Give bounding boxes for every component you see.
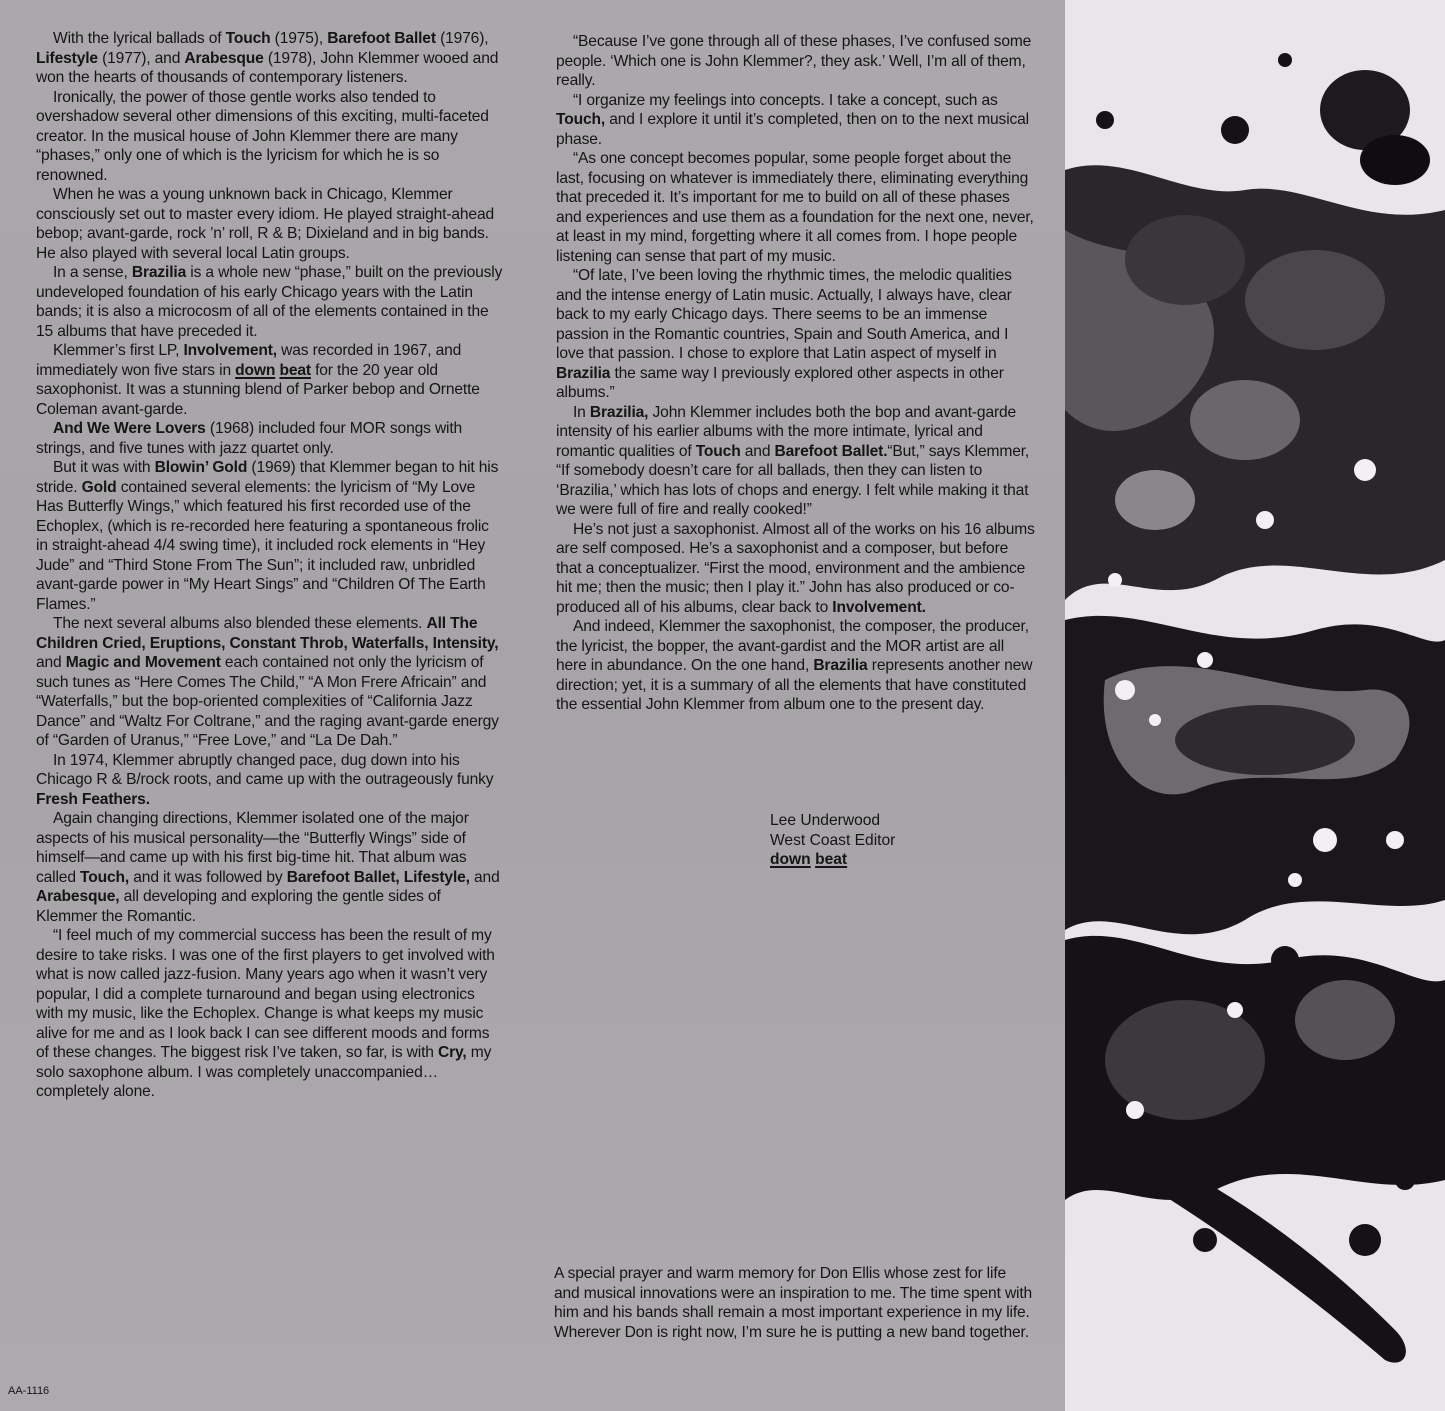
liner-paragraph: With the lyrical ballads of Touch (1975), Barefoot Ballet (1976), Lifestyle (1977), and Arabesque (1978), John Klemmer wooed and won the hearts of thousands of contemporary listeners. bbox=[36, 30, 499, 86]
liner-paragraph: And We Were Lovers (1968) included four MOR songs with strings, and five tunes with jazz quartet only. bbox=[36, 420, 463, 457]
album-title: Touch, bbox=[80, 868, 130, 886]
album-title: Arabesque bbox=[184, 49, 264, 67]
album-title: Touch bbox=[225, 30, 271, 47]
liner-paragraph: In 1974, Klemmer abruptly changed pace, dug down into his Chicago R & B/rock roots, and came up with the outrageously funky Fresh Feathers. bbox=[36, 751, 494, 808]
album-title: And We Were Lovers bbox=[53, 420, 206, 437]
liner-paragraph: “I feel much of my commercial success has been the result of my desire to take risks. I was one of the first players to get involved with what is now called jazz-fusion. Many years ago when it wasn’t very popular, I did a complete turnaround and began using electronics with my music, like the Echoplex. Change is what keeps my music alive for me and as I look back I can see different moods and forms of these changes. The biggest risk I’ve taken, so far, is with Cry, my solo saxophone album. I was completely unaccompanied… completely alone. bbox=[36, 927, 495, 1100]
album-title: Gold bbox=[81, 478, 117, 496]
album-title: Involvement. bbox=[832, 598, 926, 616]
album-title: Magic and Movement bbox=[65, 654, 221, 671]
liner-paragraph: “As one concept becomes popular, some people forget about the last, focusing on whatever is immediately there, eliminating everything that preceded it. It’s important for me to build on all of these phases and experiences and use them as a foundation for the next one, never, at least in my mind, forgetting where it all comes from. I hope people listening can sense that part of my music. bbox=[556, 150, 1034, 265]
magazine-word: down bbox=[235, 361, 276, 379]
album-title: Brazilia, bbox=[589, 403, 649, 421]
magazine-name bbox=[770, 850, 895, 870]
liner-paragraph: He’s not just a saxophonist. Almost all of the works on his 16 albums are self composed. He’s a saxophonist and a composer, but before that a conceptualizer. “First the mood, environment and the ambience hit me; then the music; then I play it.” John has also produced or co-produced all of his albums, clear back to Involvement. bbox=[556, 520, 1035, 616]
ink-splatter-image bbox=[1065, 0, 1445, 1411]
liner-notes-left-column bbox=[36, 29, 504, 1102]
album-title: Touch, bbox=[556, 111, 606, 128]
liner-paragraph: In Brazilia, John Klemmer includes both the bop and avant-garde intensity of his earlier albums with the more intimate, lyrical and romantic qualities of Touch and Barefoot Ballet.“But,” says Klemmer, “If somebody doesn’t care for all ballads, then they can listen to ‘Brazilia,’ which has lots of chops and energy. I felt while making it that we were full of fire and really cooked!” bbox=[556, 403, 1030, 518]
album-title: Brazilia bbox=[556, 364, 611, 382]
magazine-word: down bbox=[770, 851, 811, 868]
liner-paragraph: Klemmer’s first LP, Involvement, was recorded in 1967, and immediately won five stars in down beat for the 20 year old saxophonist. It was a stunning blend of Parker bebop and Ornette Coleman avant-garde. bbox=[36, 342, 480, 418]
album-title: Fresh Feathers. bbox=[36, 790, 150, 808]
liner-paragraph: The next several albums also blended these elements. All The Children Cried, Eruptions, Constant Throb, Waterfalls, Intensity, and Magic and Movement each contained not only the lyricism of such tunes as “Here Comes The Child,” “A Mon Frere Africain” and “Waterfalls,” but the bop-oriented complexities of “California Jazz Dance” and “Waltz For Coltrane,” and the raging avant-garde energy of “Garden of Uranus,” “Free Love,” and “La De Dah.” bbox=[36, 615, 499, 749]
liner-notes-right-column bbox=[556, 32, 1036, 715]
liner-paragraph: “Of late, I’ve been loving the rhythmic times, the melodic qualities and the intense energy of Latin music. Actually, I always have, clear back to my early Chicago days. There seems to be an immense passion in the Romantic countries, Spain and South America, and I love that passion. I chose to explore that Latin aspect of myself in Brazilia the same way I previously explored other aspects in other albums.” bbox=[556, 267, 1012, 401]
magazine-word: beat bbox=[815, 851, 848, 868]
album-title: Cry, bbox=[437, 1044, 467, 1061]
liner-paragraph: Ironically, the power of those gentle works also tended to overshadow several other dimensions of this exciting, multi-faceted creator. In the musical house of John Klemmer there are many “phases,” only one of which is the lyricism for which he is so renowned. bbox=[36, 88, 489, 184]
album-title: Involvement, bbox=[183, 342, 277, 359]
album-title: Barefoot Ballet, Lifestyle, bbox=[286, 868, 470, 886]
abstract-ink-artwork bbox=[1065, 0, 1445, 1411]
author-name: Lee Underwood bbox=[770, 812, 881, 829]
liner-paragraph: But it was with Blowin’ Gold (1969) that Klemmer began to hit his stride. Gold contained several elements: the lyricism of “My Love Has Butterfly Wings,” which featured his first recorded use of the Echoplex, (which is re-recorded here featuring a spontaneous frolic in straight-ahead 4/4 swing time), it included rock elements in “Hey Jude” and “Third Stone From The Sun”; it included raw, unbridled avant-garde power in “My Heart Sings” and “Children Of The Earth Flames.” bbox=[36, 459, 499, 613]
author-signature bbox=[770, 811, 895, 870]
author-title: West Coast Editor bbox=[770, 831, 896, 849]
album-title: Lifestyle bbox=[36, 49, 98, 67]
album-title: All The Children Cried, Eruptions, Constant Throb, Waterfalls, Intensity, bbox=[36, 615, 499, 652]
liner-paragraph: And indeed, Klemmer the saxophonist, the composer, the producer, the lyricist, the bopper, the avant-gardist and the MOR artist are all here in abundance. On the one hand, Brazilia represents another new direction; yet, it is a summary of all the elements that have constituted the essential John Klemmer from album one to the present day. bbox=[556, 618, 1033, 713]
liner-paragraph: “Because I’ve gone through all of these phases, I’ve confused some people. ‘Which one is John Klemmer?, they ask.’ Well, I’m all of them, really. bbox=[556, 33, 1032, 89]
album-title: Barefoot Ballet bbox=[327, 30, 436, 47]
liner-paragraph: Again changing directions, Klemmer isolated one of the major aspects of his musical personality—the “Butterfly Wings” side of himself—and came up with his first big-time hit. That album was called Touch, and it was followed by Barefoot Ballet, Lifestyle, and Arabesque, all developing and exploring the gentle sides of Klemmer the Romantic. bbox=[36, 810, 500, 925]
album-title: Brazilia bbox=[813, 657, 868, 674]
dedication-note: A special prayer and warm memory for Don Ellis whose zest for life and musical innovations were an inspiration to me. The time spent with him and his bands shall remain a most important experience in my life. Wherever Don is right now, I’m sure he is putting a new band together. bbox=[554, 1265, 1033, 1341]
liner-paragraph: “I organize my feelings into concepts. I take a concept, such as Touch, and I explore it until it’s completed, then on to the next musical phase. bbox=[556, 91, 1029, 148]
magazine-word: beat bbox=[279, 361, 311, 379]
liner-paragraph: When he was a young unknown back in Chicago, Klemmer consciously set out to master every idiom. He played straight-ahead bebop; avant-garde, rock ’n’ roll, R & B; Dixieland and in big bands. He also played with several local Latin groups. bbox=[36, 186, 494, 262]
liner-paragraph: In a sense, Brazilia is a whole new “phase,” built on the previously undeveloped foundation of his early Chicago years with the Latin bands; it is also a microcosm of all of the elements contained in the 15 albums that have preceded it. bbox=[36, 264, 503, 340]
album-title: Touch bbox=[695, 442, 741, 460]
album-title: Brazilia bbox=[131, 264, 187, 281]
album-title: Barefoot Ballet. bbox=[774, 442, 888, 460]
album-title: Blowin’ Gold bbox=[154, 459, 248, 476]
album-title: Arabesque, bbox=[36, 888, 120, 905]
catalog-number: AA-1116 bbox=[8, 1385, 50, 1397]
